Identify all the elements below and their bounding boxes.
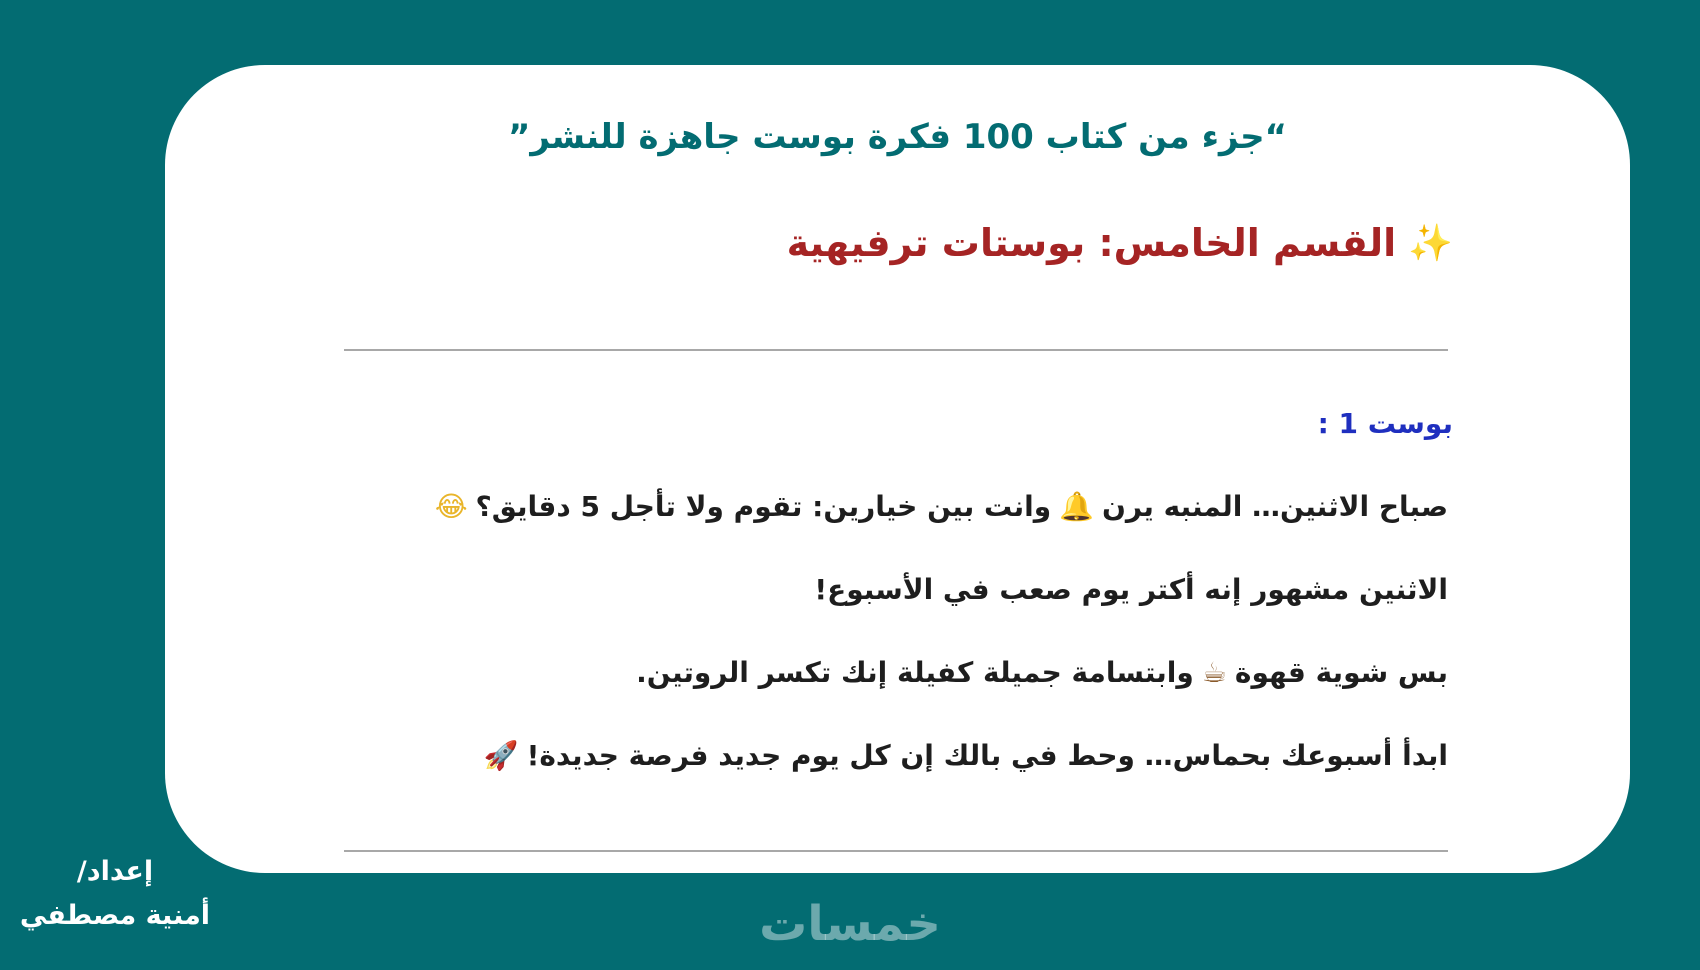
content-card (165, 65, 1630, 873)
section-heading-text: القسم الخامس: بوستات ترفيهية (786, 221, 1397, 265)
post-line-1 (435, 490, 1448, 523)
divider-top (344, 349, 1448, 351)
post-line-2-text: الاثنين مشهور إنه أكتر يوم صعب في الأسبوع! (814, 573, 1448, 606)
bell-icon: 🔔 (1059, 489, 1094, 523)
post-line-4-text: ابدأ أسبوعك بحماس… وحط في بالك إن كل يوم جديد فرصة جديدة! (526, 739, 1448, 772)
section-heading (787, 221, 1453, 265)
post-line-3 (636, 656, 1448, 689)
post-line-1-end: وانت بين خيارين: تقوم ولا تأجل 5 دقايق؟ (475, 490, 1052, 523)
post-line-1-start: صباح الاثنين… المنبه يرن (1102, 490, 1448, 523)
author-prefix: إعداد/ (76, 856, 154, 887)
post-label: بوست 1 : (1317, 407, 1453, 440)
post-line-2 (814, 573, 1448, 606)
divider-bottom (344, 850, 1448, 852)
post-line-4 (484, 739, 1448, 772)
coffee-icon: ☕ (1201, 655, 1227, 689)
laughing-face-icon: 😂 (434, 489, 468, 523)
author-credit (10, 850, 220, 938)
rocket-icon: 🚀 (483, 738, 519, 772)
author-name: أمنية مصطفي (19, 900, 211, 931)
post-line-3-start: بس شوية قهوة (1234, 656, 1448, 689)
sparkles-icon: ✨ (1408, 223, 1453, 264)
watermark-logo: خمسات (759, 896, 941, 952)
post-line-3-end: وابتسامة جميلة كفيلة إنك تكسر الروتين. (636, 656, 1194, 689)
book-title: “جزء من كتاب 100 فكرة بوست جاهزة للنشر” (508, 117, 1287, 157)
